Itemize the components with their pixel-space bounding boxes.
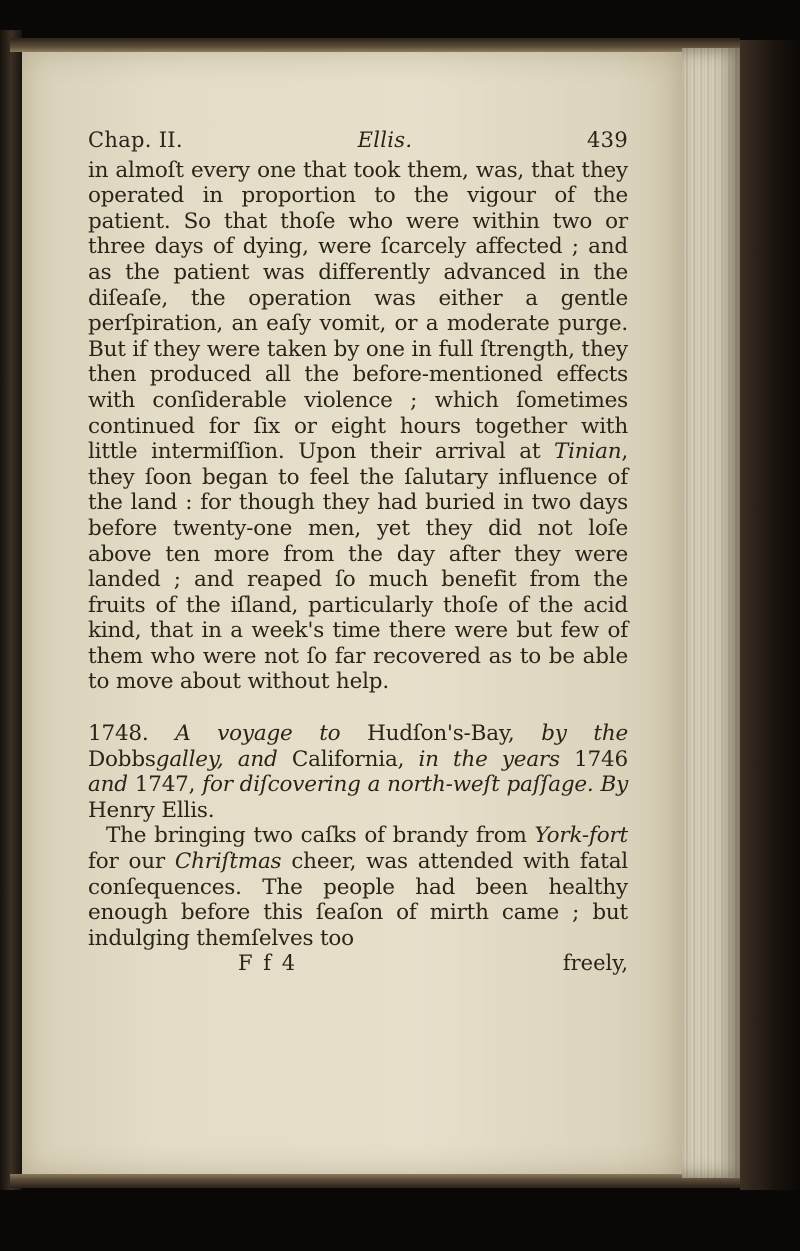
cover-edge-bottom (10, 1174, 740, 1188)
place-name: Tinian (553, 439, 622, 465)
entry-author: Henry Ellis. (88, 797, 215, 823)
page-header (88, 128, 628, 154)
holiday-name: Chriſtmas (174, 849, 282, 875)
chapter-label: Chap. II. (88, 128, 183, 152)
cover-edge-right (740, 40, 800, 1190)
catchword: freely, (562, 951, 628, 976)
page-footer (88, 951, 628, 977)
page-edges (682, 48, 740, 1178)
running-title: Ellis. (357, 128, 413, 152)
entry-ship: Dobbs (88, 746, 156, 772)
page-number: 439 (587, 128, 628, 152)
entry-years: 1747, (134, 772, 196, 798)
place-name: York-fort (534, 823, 628, 849)
entry-title: and (88, 772, 128, 798)
entry-year: 1748. (88, 721, 149, 747)
entry-by: By (600, 772, 629, 798)
entry-title: galley, and (155, 746, 278, 772)
entry-title: in the years (418, 746, 560, 772)
entry-title: by the (541, 721, 629, 747)
entry-place: California, (291, 746, 405, 772)
cover-edge-top (10, 38, 740, 52)
signature-mark: F f 4 (238, 951, 298, 976)
entry-place: Hudſon's-Bay, (367, 721, 515, 747)
entry-title: A voyage to (175, 721, 341, 747)
paragraph (88, 823, 628, 951)
page-text (88, 128, 628, 977)
entry-title: for diſcovering a north-weſt paſſage. (202, 772, 594, 798)
paragraph (88, 158, 628, 695)
paragraph-text: in almoſt every one that took them, was, that they operated in proportion to the vigour of the patient. So that thoſe who were within two or three days of dying, were ſcarcely affected ; and as the patient was differently advanced in the diſeaſe, the operation was either a gentle perſpiration, an eaſy vomit, or a moderate purge. But if they were taken by one in full ſtrength, they then produced all the before-mentioned effects with conſiderable violence ; which ſometimes continued for ſix or eight hours together with little intermiſſion. Upon their arrival at (88, 157, 628, 465)
book-spine (0, 30, 22, 1190)
paragraph-text: , they ſoon began to feel the ſalutary influence of the land : for though they had buried in two days before twenty-one men, yet they did not loſe above ten more from the day after they were landed ; and reaped ſo much benefit from the fruits of the iſland, particularly thoſe of the acid kind, that in a week's time there were but few of them who were not ſo far recovered as to be able to move about without help. (88, 439, 628, 695)
paragraph-text: The bringing two caſks of brandy from (106, 823, 535, 849)
paragraph-text: for our (88, 849, 175, 875)
entry-years: 1746 (574, 746, 628, 772)
paragraph-text: cheer, was attended with fatal conſequences. The people had been healthy enough before this ſeaſon of mirth came ; but indulging themſelves too (88, 849, 628, 951)
bibliography-entry (88, 721, 628, 823)
